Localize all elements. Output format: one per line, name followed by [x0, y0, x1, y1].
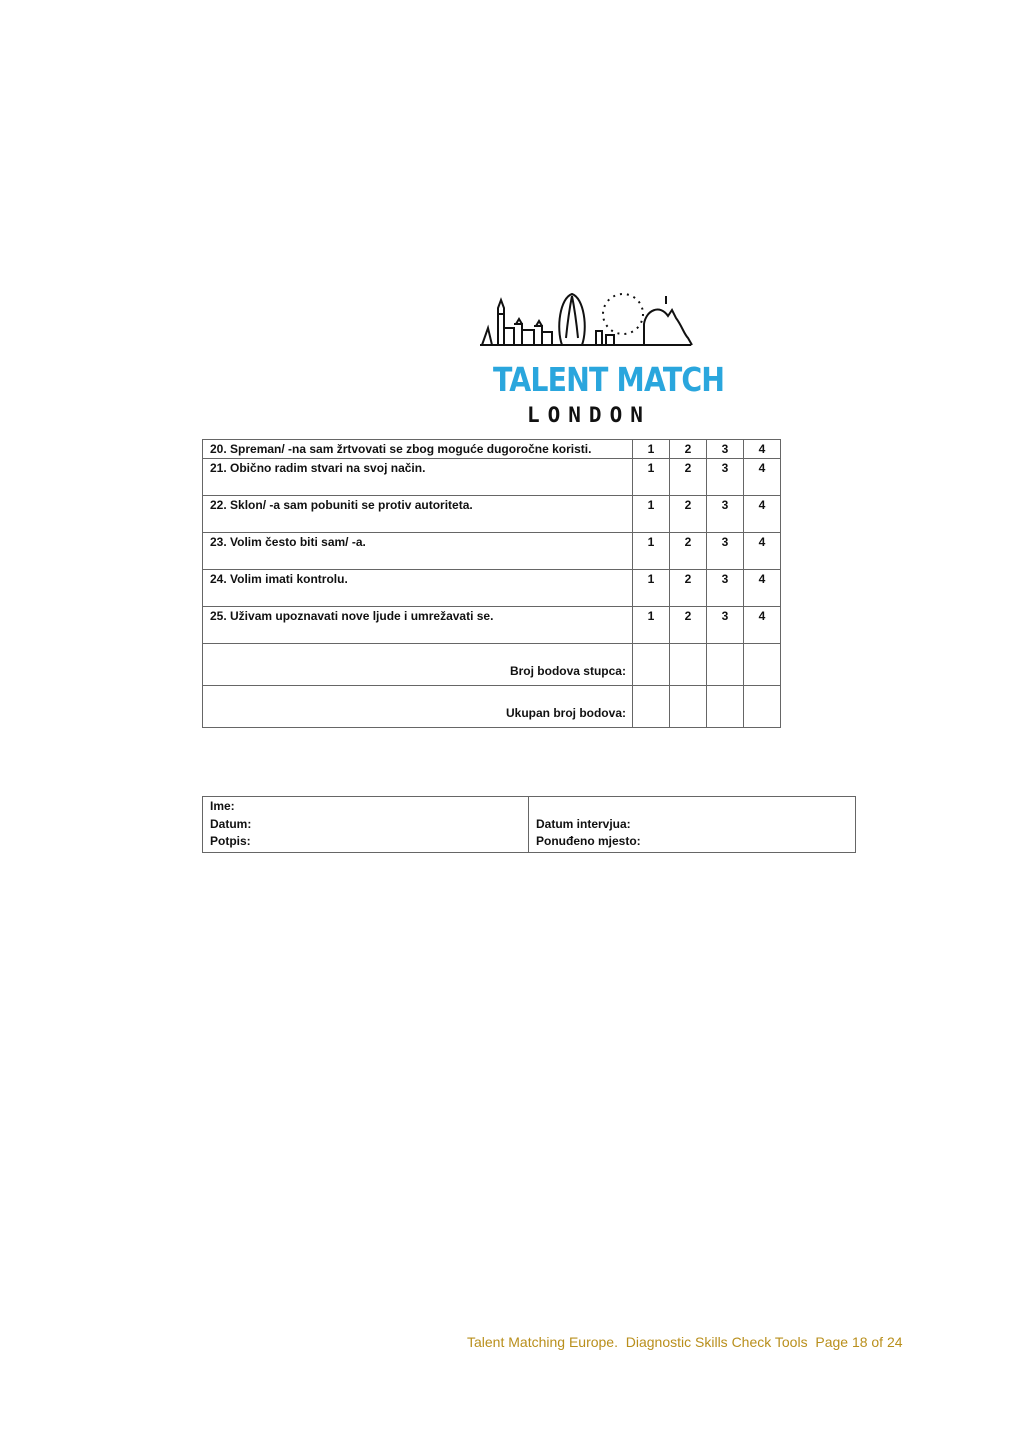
score-option[interactable]: 1 [632, 459, 669, 496]
total-cell[interactable] [706, 686, 743, 728]
score-option[interactable]: 4 [743, 607, 780, 644]
score-option[interactable]: 3 [706, 607, 743, 644]
signature-field[interactable]: Potpis: [210, 834, 251, 848]
score-option[interactable]: 3 [706, 496, 743, 533]
score-option[interactable]: 2 [669, 607, 706, 644]
total-cell[interactable] [743, 644, 780, 686]
name-field[interactable]: Ime: [210, 799, 235, 813]
question-text: 22. Sklon/ -a sam pobuniti se protiv autoriteta. [203, 496, 633, 533]
score-option[interactable]: 4 [743, 533, 780, 570]
table-row [203, 607, 781, 644]
score-option[interactable]: 1 [632, 607, 669, 644]
talent-match-london-logo [476, 288, 725, 430]
logo-brand-text: TALENT MATCH [493, 360, 725, 399]
table-row [203, 570, 781, 607]
question-text: 23. Volim često biti sam/ -a. [203, 533, 633, 570]
grand-total-label: Ukupan broj bodova: [203, 686, 633, 728]
column-total-label: Broj bodova stupca: [203, 644, 633, 686]
page-footer: Talent Matching Europe. Diagnostic Skills Check Tools Page 18 of 24 [467, 1334, 903, 1350]
table-row [203, 496, 781, 533]
score-option[interactable]: 3 [706, 459, 743, 496]
score-option[interactable]: 4 [743, 459, 780, 496]
question-text: 21. Obično radim stvari na svoj način. [203, 459, 633, 496]
score-option[interactable]: 2 [669, 496, 706, 533]
offered-position-field[interactable]: Ponuđeno mjesto: [536, 834, 641, 848]
total-cell[interactable] [632, 644, 669, 686]
score-option[interactable]: 4 [743, 440, 780, 459]
score-option[interactable]: 1 [632, 496, 669, 533]
candidate-info-box [202, 796, 856, 853]
score-table [202, 439, 781, 728]
score-option[interactable]: 3 [706, 533, 743, 570]
london-skyline-icon [476, 288, 702, 360]
score-option[interactable]: 2 [669, 570, 706, 607]
table-row [203, 459, 781, 496]
score-option[interactable]: 1 [632, 533, 669, 570]
grand-total-row [203, 686, 781, 728]
interview-date-field[interactable]: Datum intervjua: [536, 816, 631, 831]
question-text: 20. Spreman/ -na sam žrtvovati se zbog moguće dugoročne koristi. [203, 440, 633, 459]
score-option[interactable]: 1 [632, 440, 669, 459]
total-cell[interactable] [669, 686, 706, 728]
total-cell[interactable] [706, 644, 743, 686]
table-row [203, 533, 781, 570]
candidate-info-right [529, 797, 856, 853]
score-option[interactable]: 3 [706, 570, 743, 607]
score-option[interactable]: 3 [706, 440, 743, 459]
total-cell[interactable] [632, 686, 669, 728]
score-option[interactable]: 1 [632, 570, 669, 607]
score-option[interactable]: 2 [669, 459, 706, 496]
candidate-info-left [203, 797, 529, 853]
question-text: 25. Uživam upoznavati nove ljude i umrežavati se. [203, 607, 633, 644]
column-total-row [203, 644, 781, 686]
score-option[interactable]: 4 [743, 570, 780, 607]
score-option[interactable]: 2 [669, 440, 706, 459]
question-text: 24. Volim imati kontrolu. [203, 570, 633, 607]
total-cell[interactable] [669, 644, 706, 686]
score-option[interactable]: 4 [743, 496, 780, 533]
logo-city-text: LONDON [527, 403, 651, 427]
total-cell[interactable] [743, 686, 780, 728]
date-field[interactable]: Datum: [210, 816, 252, 831]
table-row [203, 440, 781, 459]
score-option[interactable]: 2 [669, 533, 706, 570]
